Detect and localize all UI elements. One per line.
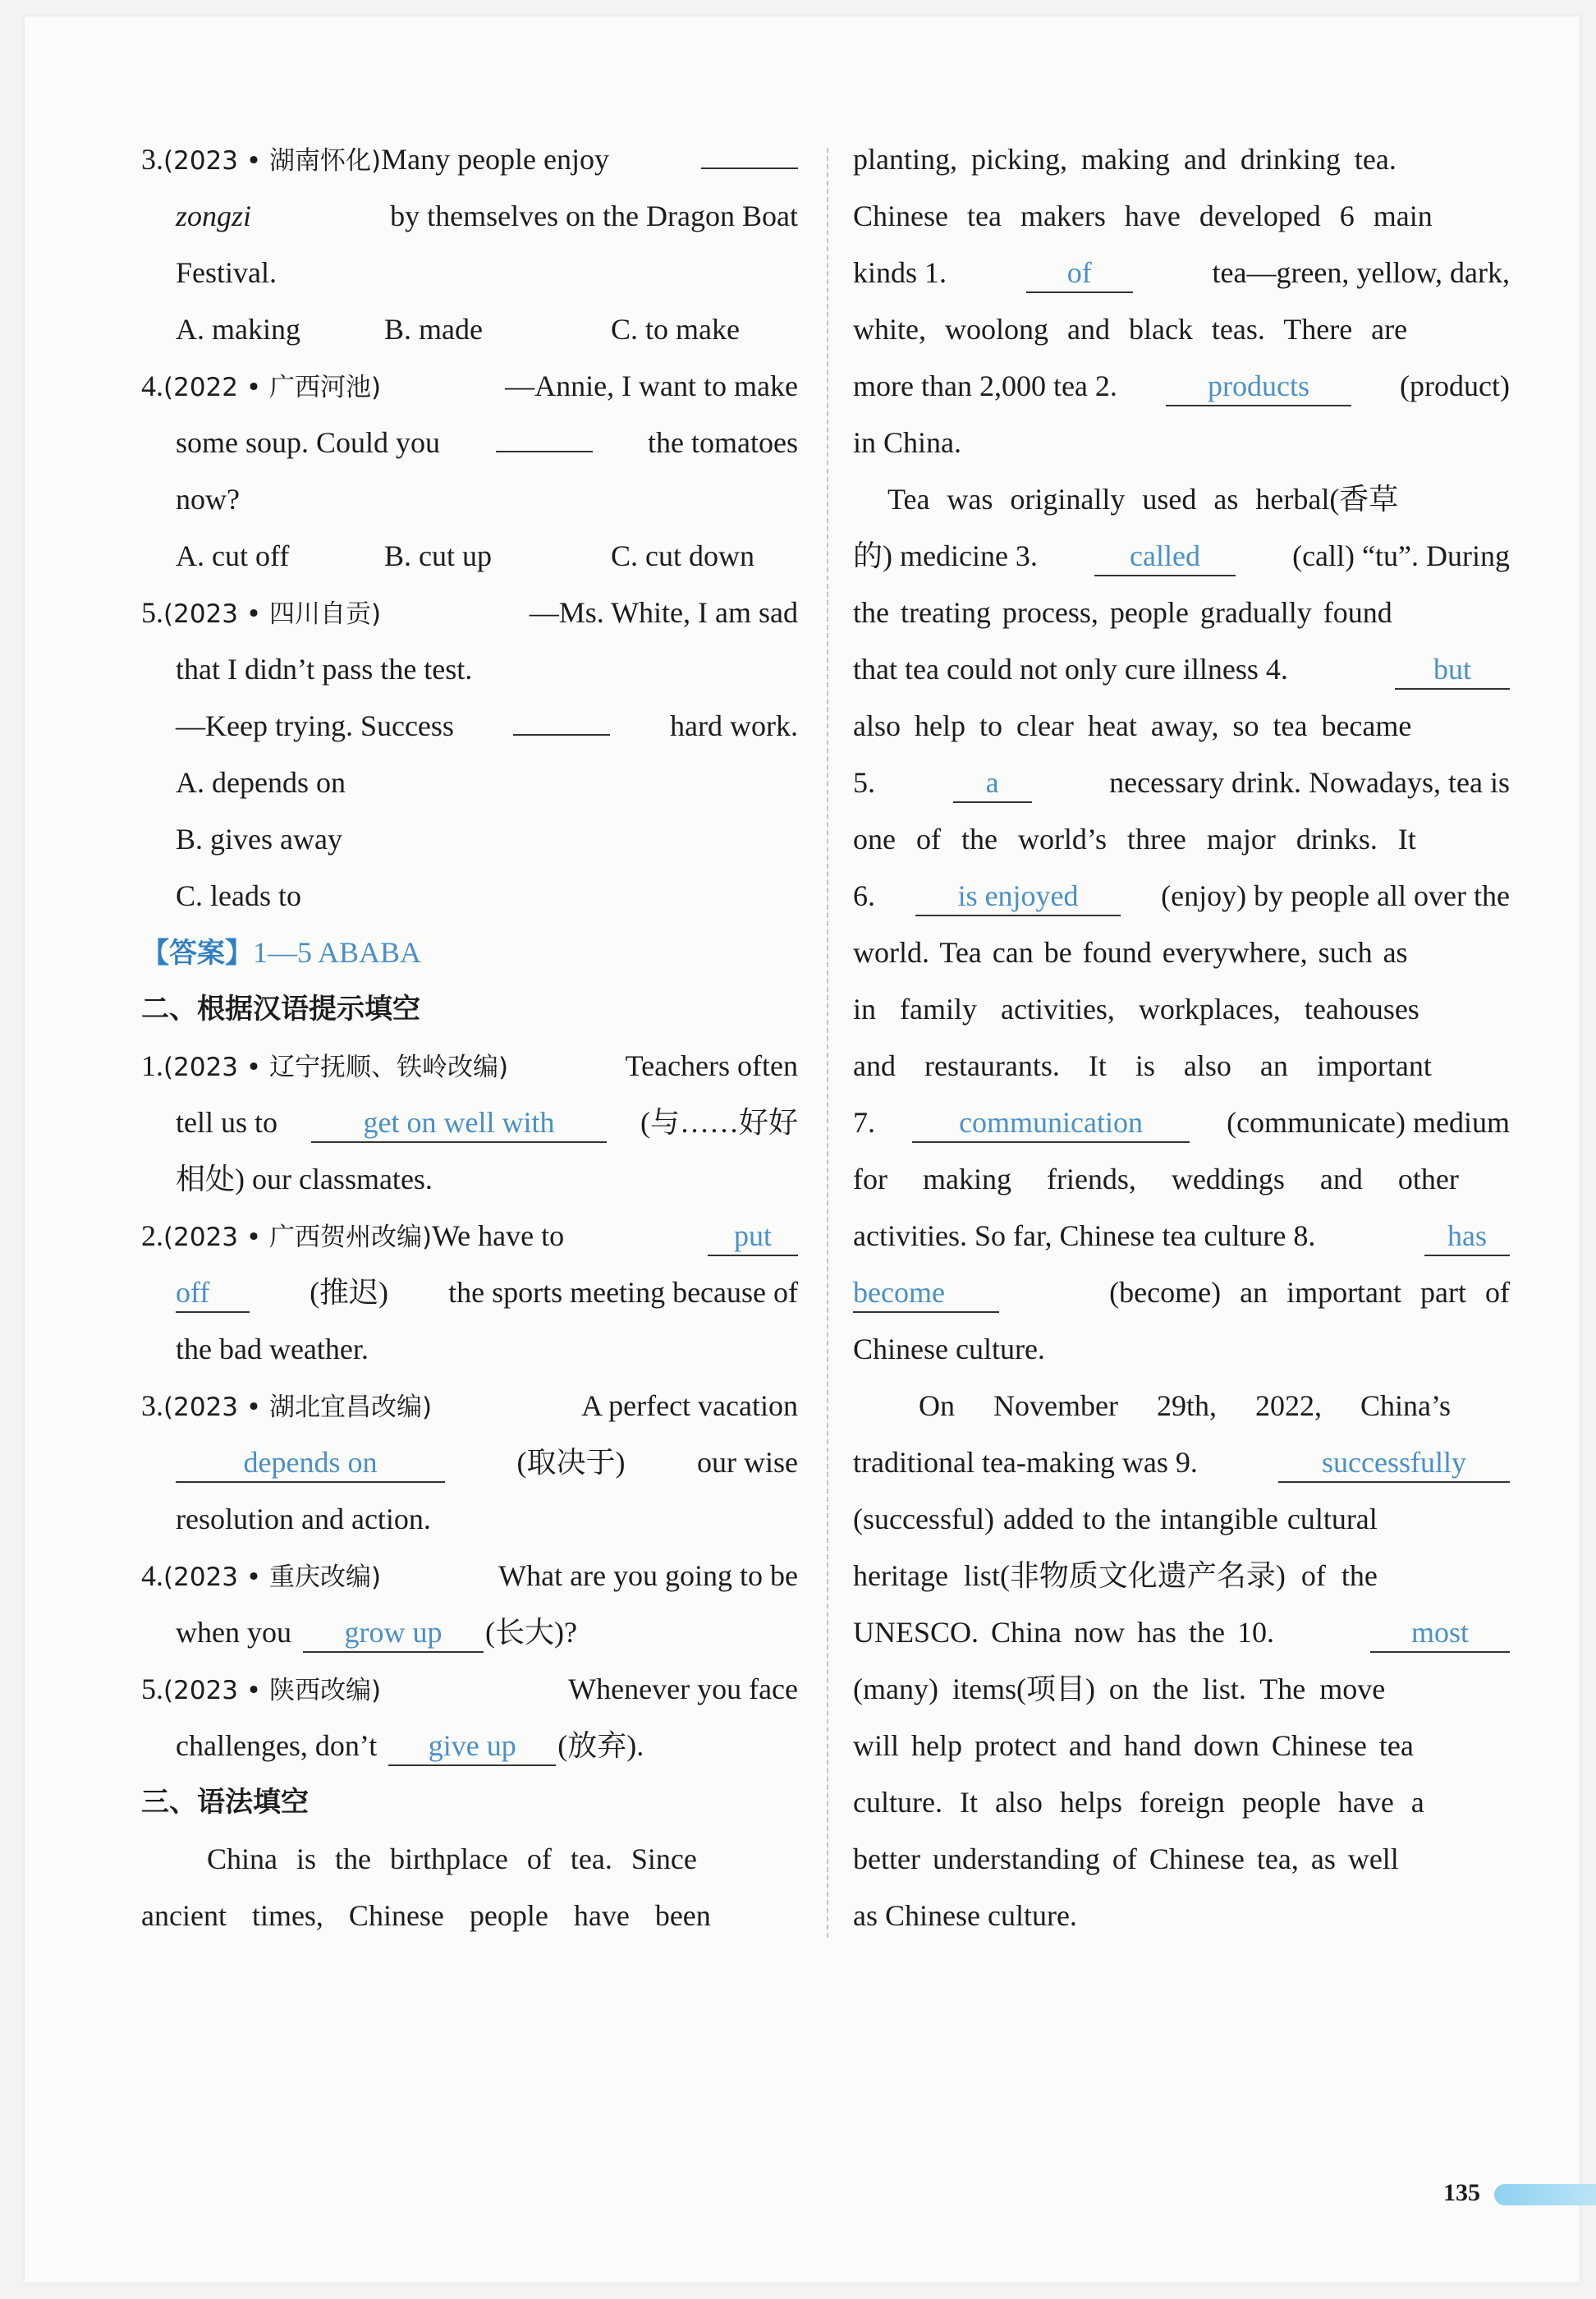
blank-8-part1[interactable]: has <box>1424 1218 1510 1256</box>
s2-item1-line1: 1.(2023 • 辽宁抚顺、铁岭改编) Teachers often <box>141 1049 798 1082</box>
q4-option-a[interactable]: A. cut off <box>176 539 290 572</box>
passage-line: world. Tea can be found everywhere, such as <box>853 936 1408 969</box>
passage-line: more than 2,000 tea 2. products (product) <box>853 358 1510 415</box>
s2-item5-line2: challenges, don’t give up (放弃). <box>141 1718 798 1774</box>
q4-line-2: some soup. Could you the tomatoes <box>141 415 798 471</box>
passage-line: for making friends, weddings and other <box>853 1163 1459 1195</box>
s2-item4-line1: 4.(2023 • 重庆改编) What are you going to be <box>141 1559 798 1592</box>
s2-item3-answer[interactable]: depends on <box>176 1445 445 1483</box>
q4-line-1: 4.(2022 • 广西河池) —Annie, I want to make <box>141 369 798 402</box>
passage-line: as Chinese culture. <box>853 1899 1077 1932</box>
left-column <box>141 131 798 1944</box>
blank-1[interactable]: of <box>1026 255 1133 293</box>
passage-line: culture. It also helps foreign people have a <box>853 1786 1424 1819</box>
blank-10[interactable]: most <box>1370 1615 1510 1653</box>
s2-item3-line1: 3.(2023 • 湖北宜昌改编) A perfect vacation <box>141 1389 798 1422</box>
s2-item2-line1: 2.(2023 • 广西贺州改编)We have to put <box>141 1208 798 1264</box>
q3-line-1: 3.(2023 • 湖南怀化)Many people enjoy <box>141 131 798 188</box>
page-number: 135 <box>1443 2179 1480 2206</box>
passage-line: will help protect and hand down Chinese tea <box>853 1729 1414 1762</box>
q5-option-b[interactable]: B. gives away <box>176 823 342 856</box>
q4-option-c[interactable]: C. cut down <box>611 539 754 572</box>
q4-options <box>141 528 798 585</box>
s2-item5-line1: 5.(2023 • 陕西改编) Whenever you face <box>141 1673 798 1705</box>
q5-source: (2023 • 四川自贡) <box>163 599 382 629</box>
q4-source: (2022 • 广西河池) <box>163 373 382 402</box>
blank-6[interactable]: is enjoyed <box>915 879 1121 916</box>
passage-line: in China. <box>853 426 961 459</box>
q4-line-3: now? <box>176 483 240 516</box>
q3-source: (2023 • 湖南怀化) <box>163 146 382 176</box>
s3-para-line2: ancient times, Chinese people have been <box>141 1899 711 1932</box>
passage-line: white, woolong and black teas. There are <box>853 313 1408 346</box>
answer-line <box>141 925 798 981</box>
passage-line: heritage list(非物质文化遗产名录) of the <box>853 1559 1378 1592</box>
q4-option-b[interactable]: B. cut up <box>384 539 492 572</box>
q3-line-2: zongzi by themselves on the Dragon Boat <box>176 200 798 232</box>
q3-options <box>141 301 798 358</box>
q5-line-1: 5.(2023 • 四川自贡) —Ms. White, I am sad <box>141 596 798 629</box>
blank-5[interactable]: a <box>953 765 1032 803</box>
s2-item3-line3: resolution and action. <box>176 1503 431 1535</box>
s2-item2-answer-part2[interactable]: off <box>176 1275 250 1313</box>
passage-line: Chinese tea makers have developed 6 main <box>853 200 1433 232</box>
blank-3[interactable]: called <box>1094 539 1236 576</box>
s2-item1-line2: tell us to get on well with (与……好好 <box>141 1094 798 1151</box>
passage-line: kinds 1. of tea—green, yellow, dark, <box>853 245 1510 301</box>
passage-line: 5. a necessary drink. Nowadays, tea is <box>853 755 1510 811</box>
passage-line: become (become) an important part of <box>853 1264 1510 1321</box>
passage-line: Chinese culture. <box>853 1333 1045 1365</box>
q3-option-b[interactable]: B. made <box>384 313 483 346</box>
s2-item3-line2: depends on (取决于) our wise <box>141 1434 798 1491</box>
s2-item2-line2: off (推迟) the sports meeting because of <box>141 1264 798 1321</box>
blank-9[interactable]: successfully <box>1278 1445 1510 1483</box>
q5-option-c[interactable]: C. leads to <box>176 879 301 912</box>
passage-line: Tea was originally used as herbal(香草 <box>887 483 1399 516</box>
q5-blank[interactable] <box>513 698 610 736</box>
passage-line: better understanding of Chinese tea, as well <box>853 1842 1399 1875</box>
passage-line: that tea could not only cure illness 4. but <box>853 641 1510 698</box>
passage-line: (successful) added to the intangible cultural <box>853 1503 1378 1535</box>
answer-text: 1—5 ABABA <box>253 936 422 969</box>
document-page <box>25 16 1580 2283</box>
passage-line: planting, picking, making and drinking tea. <box>853 143 1396 176</box>
passage-line: in family activities, workplaces, teahouses <box>853 993 1419 1026</box>
q5-line-3: —Keep trying. Success hard work. <box>141 698 798 755</box>
s2-item5-answer[interactable]: give up <box>388 1728 556 1766</box>
right-column <box>853 131 1510 1944</box>
s2-item2-answer-part1[interactable]: put <box>708 1218 798 1256</box>
passage-line: also help to clear heat away, so tea became <box>853 709 1412 742</box>
passage-line: 6. is enjoyed (enjoy) by people all over the <box>853 868 1510 925</box>
s2-item1-answer[interactable]: get on well with <box>311 1105 607 1143</box>
blank-7[interactable]: communication <box>912 1105 1190 1143</box>
blank-8-part2[interactable]: become <box>853 1275 999 1313</box>
passage-line: 7. communication (communicate) medium <box>853 1094 1510 1151</box>
s3-para-line1: China is the birthplace of tea. Since <box>207 1842 697 1875</box>
s2-item4-line2: when you grow up (长大)? <box>141 1604 798 1661</box>
q5-line-2: that I didn’t pass the test. <box>176 653 473 686</box>
passage-line: one of the world’s three major drinks. It <box>853 823 1416 856</box>
q3-option-c[interactable]: C. to make <box>611 313 740 346</box>
blank-4[interactable]: but <box>1395 652 1510 690</box>
passage-line: and restaurants. It is also an important <box>853 1049 1432 1082</box>
passage-line: On November 29th, 2022, China’s <box>919 1389 1451 1422</box>
passage-line: activities. So far, Chinese tea culture 8. has <box>853 1208 1510 1264</box>
q3-blank[interactable] <box>701 131 798 169</box>
passage-line: the treating process, people gradually found <box>853 596 1392 629</box>
section3-title: 三、语法填空 <box>141 1786 309 1819</box>
passage-line: UNESCO. China now has the 10. most <box>853 1604 1510 1661</box>
q5-option-a[interactable]: A. depends on <box>176 766 346 799</box>
answer-tag: 【答案】 <box>141 937 253 970</box>
passage-line: 的) medicine 3. called (call) “tu”. During <box>853 528 1510 585</box>
q4-blank[interactable] <box>496 415 593 452</box>
page-number-decoration <box>1494 2184 1596 2205</box>
q3-option-a[interactable]: A. making <box>176 313 300 346</box>
q3-line-3: Festival. <box>176 256 277 289</box>
s2-item4-answer[interactable]: grow up <box>303 1615 484 1653</box>
section2-title: 二、根据汉语提示填空 <box>141 993 420 1026</box>
passage-line: (many) items(项目) on the list. The move <box>853 1673 1386 1705</box>
column-divider <box>827 148 828 1938</box>
passage-line: traditional tea-making was 9. successfully <box>853 1434 1510 1491</box>
s2-item1-line3: 相处) our classmates. <box>176 1163 433 1195</box>
blank-2[interactable]: products <box>1166 369 1351 406</box>
s2-item2-line3: the bad weather. <box>176 1333 369 1365</box>
